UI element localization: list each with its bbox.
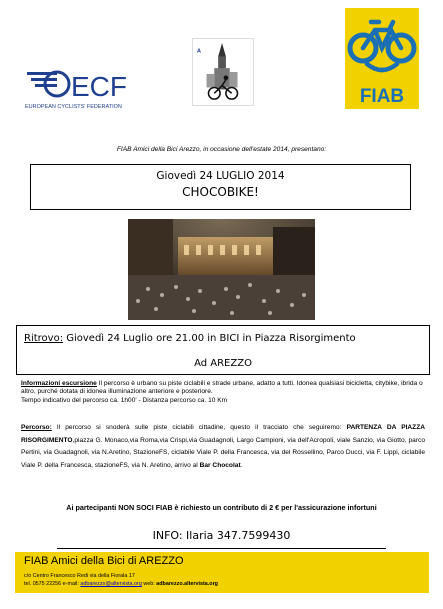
divider xyxy=(57,548,386,549)
route-middle: ,piazza G. Monaco,via Roma,via Crispi,via Guadagnoli, Largo Campioni, via dell'Acropoli, viale Sanzio, via Giotto, parco Pertini, via Guadagnoli, via N.Aretino, StazioneFS, ciclabile Viale P. della Francesca, via del Rossellino, Parco Ducci, via F. Lippi, ciclabile Viale P. della Francesca, stazioneFS, via N. Aretino, arrivo al xyxy=(21,436,425,469)
excursion-info xyxy=(21,380,426,405)
excursion-info-heading: Informazioni escursione xyxy=(21,380,97,387)
footer-contacts xyxy=(24,581,218,587)
footer-web-label: web: xyxy=(141,581,157,587)
event-date: Giovedì 24 LUGLIO 2014 xyxy=(156,170,285,182)
footer-address: c/o Centro Francesco Redi via della Fiorala 17 xyxy=(24,573,135,579)
piazza-night-photo xyxy=(128,219,315,320)
ecf-logo xyxy=(23,66,165,110)
route-intro: Il percorso si snoderà sulle piste ciclabili cittadine, questo il tracciato che seguiremo: xyxy=(51,424,342,431)
meeting-city: Ad AREZZO xyxy=(194,358,252,369)
route-description xyxy=(21,422,425,472)
route-start: PARTENZA DA PIAZZA RISORGIMENTO xyxy=(21,424,425,444)
fiab-logo xyxy=(345,8,419,109)
route-end: Bar Chocolat xyxy=(199,461,241,469)
intro-text: FIAB Amici della Bici Arezzo, in occasione dell'estate 2014, presentano: xyxy=(116,146,327,153)
footer-org: FIAB Amici della Bici di AREZZO xyxy=(24,555,184,567)
svg-text:A: A xyxy=(196,48,202,55)
ecf-logo-text: ECF xyxy=(71,71,127,102)
route-heading: Percorso: xyxy=(21,424,52,431)
insurance-notice: Ai partecipanti NON SOCI FIAB è richiesto un contributo di 2 € per l'assicurazione infortuni xyxy=(66,503,377,512)
event-name: CHOCOBIKE! xyxy=(182,185,259,199)
contact-info xyxy=(0,525,443,549)
event-box xyxy=(30,164,411,210)
ecf-logo-subtitle: EUROPEAN CYCLISTS' FEDERATION xyxy=(25,104,122,110)
footer-email-link[interactable]: adbarezzo@altervista.org xyxy=(80,581,142,587)
arezzo-cyclist-logo xyxy=(192,38,254,106)
fiab-logo-text: FIAB xyxy=(359,86,405,107)
meeting-text: Giovedì 24 Luglio ore 21.00 in BICI in Piazza Risorgimento xyxy=(63,333,356,344)
excursion-time: Tempo indicativo del percorso ca. 1h00' - Distanza percorso ca. 10 Km xyxy=(21,396,228,404)
footer-tel: tel. 0575 22256 e-mail: xyxy=(24,581,81,587)
footer xyxy=(15,552,429,593)
footer-web-link[interactable]: adbarezzo.altervista.org xyxy=(156,581,218,587)
meeting-box xyxy=(16,325,430,375)
route-tail: . xyxy=(240,461,243,469)
meeting-label: Ritrovo: xyxy=(24,333,64,344)
excursion-info-body: Il percorso è urbano su piste ciclabili e strade urbane, adatto a tutti. Idonea qualsiasi bicicletta, citybike, ibrida o altro, purché dotata di idonea illuminazione anteriore e posteriore. xyxy=(21,380,423,396)
contact-info-text: INFO: Ilaria 347.7599430 xyxy=(152,529,291,542)
